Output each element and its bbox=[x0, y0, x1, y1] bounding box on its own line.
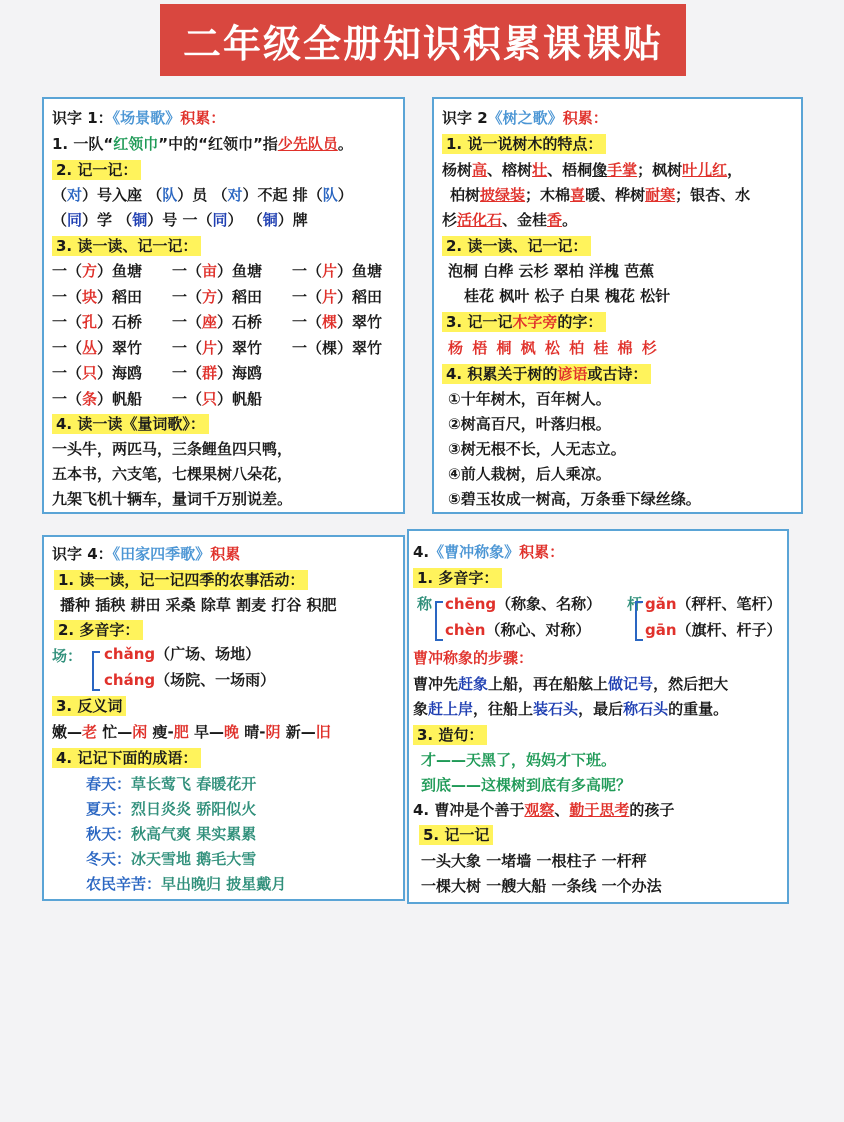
section-heading: 3. 反义词 bbox=[52, 695, 126, 716]
tree-feature-line: 杨树高、榕树壮、梧桐像手掌；枫树叶儿红， bbox=[442, 161, 743, 179]
measure-cell: 一（亩）鱼塘 bbox=[172, 262, 263, 280]
measure-cell: 一（棵）翠竹 bbox=[292, 338, 383, 357]
panel-heading: 识字 2《树之歌》积累： bbox=[442, 109, 608, 127]
section-heading: 1. 说一说树木的特点： bbox=[442, 133, 606, 154]
tree-feature-line: 杉活化石、金桂香。 bbox=[442, 211, 578, 229]
wood-radical-chars: 杨 梧 桐 枫 松 柏 桂 棉 杉 bbox=[448, 339, 659, 357]
measure-cell: 一（片）翠竹 bbox=[172, 338, 263, 357]
idiom-line: 农民辛苦：早出晚归 披星戴月 bbox=[86, 875, 287, 893]
idiom-line: 夏天：烈日炎炎 骄阳似火 bbox=[86, 800, 257, 818]
measure-cell: 一（座）石桥 bbox=[172, 313, 263, 331]
saying-line: ④前人栽树，后人乘凉。 bbox=[448, 465, 611, 483]
saying-line: ⑤碧玉妆成一树高，万条垂下绿丝绦。 bbox=[448, 490, 701, 508]
section-heading: 3. 记一记木字旁的字： bbox=[442, 311, 606, 332]
poem-line: 九架飞机十辆车，量词千万别说差。 bbox=[52, 490, 293, 508]
tree-feature-line: 柏树披绿装；木棉喜暖、桦树耐寒；银杏、水 bbox=[450, 186, 751, 204]
measure-cell: 一（方）鱼塘 bbox=[52, 262, 143, 280]
panel-heading: 识字 1：《场景歌》积累： bbox=[52, 109, 226, 127]
measure-cell: 一（片）鱼塘 bbox=[292, 262, 383, 280]
homophone-row: （同）学 （铜）号 一（同） （铜）牌 bbox=[52, 211, 308, 229]
poem-line: 五本书，六支笔，七棵果树八朵花， bbox=[52, 465, 293, 483]
homophone-row: （对）号入座 （队）员 （对）不起 排（队） bbox=[52, 186, 353, 204]
measure-cell: 一（孔）石桥 bbox=[52, 313, 143, 331]
pinyin-line: cháng（场院、一场雨） bbox=[104, 671, 276, 689]
panel-heading: 识字 4：《田家四季歌》积累 bbox=[52, 545, 241, 563]
measure-cell: 一（只）帆船 bbox=[172, 389, 263, 408]
saying-line: ②树高百尺，叶落归根。 bbox=[448, 415, 611, 433]
panel-cao-chong bbox=[407, 529, 789, 904]
measure-cell: 一（片）稻田 bbox=[292, 287, 383, 306]
measure-cell: 一（丛）翠竹 bbox=[52, 338, 143, 357]
section-heading: 1. 多音字： bbox=[413, 567, 502, 588]
saying-line: ①十年树木，百年树人。 bbox=[448, 390, 611, 408]
pinyin-line: chèn（称心、对称） bbox=[445, 621, 591, 639]
measure-cell bbox=[292, 388, 412, 414]
page-title: 二年级全册知识积累课课贴 bbox=[160, 4, 686, 76]
measure-cell: 一（群）海鸥 bbox=[172, 364, 263, 382]
sentence-line: 到底——这棵树到底有多高呢？ bbox=[421, 776, 632, 794]
pinyin-line: chēng（称象、名称） bbox=[445, 595, 602, 613]
measure-cell: 一（只）海鸥 bbox=[52, 364, 143, 382]
word-line: 桂花 枫叶 松子 白果 槐花 松针 bbox=[464, 287, 671, 305]
measure-cell: 一（条）帆船 bbox=[52, 389, 143, 408]
polyphone-char: 场： bbox=[52, 647, 83, 665]
item-4: 4. 曹冲是个善于观察、勤于思考的孩子 bbox=[413, 801, 675, 819]
item-1: 1. 一队“红领巾”中的“红领巾”指少先队员。 bbox=[52, 135, 353, 153]
measure-line: 一棵大树 一艘大船 一条线 一个办法 bbox=[421, 877, 662, 895]
section-heading: 3. 造句： bbox=[413, 724, 487, 745]
measure-cell bbox=[292, 362, 412, 388]
pinyin-line: chǎng（广场、场地） bbox=[104, 645, 261, 663]
measure-cell: 一（块）稻田 bbox=[52, 287, 143, 306]
section-heading: 3. 读一读、记一记： bbox=[52, 235, 201, 256]
section-heading: 4. 积累关于树的谚语或古诗： bbox=[442, 363, 651, 384]
bracket bbox=[635, 601, 643, 641]
section-heading: 2. 读一读、记一记： bbox=[442, 235, 591, 256]
section-heading: 2. 多音字： bbox=[54, 619, 143, 640]
farm-activities: 播种 插秧 耕田 采桑 除草 割麦 打谷 积肥 bbox=[60, 596, 337, 614]
panel-tree-song bbox=[432, 97, 803, 514]
idiom-line: 春天：草长莺飞 春暖花开 bbox=[86, 775, 257, 793]
bracket bbox=[435, 601, 443, 641]
step-line: 曹冲先赶象上船，再在船舷上做记号，然后把大 bbox=[413, 675, 729, 693]
bracket bbox=[92, 651, 100, 691]
polyphone-char: 称 bbox=[417, 595, 433, 613]
panel-four-seasons bbox=[42, 535, 405, 901]
idiom-line: 冬天：冰天雪地 鹅毛大雪 bbox=[86, 850, 257, 868]
panel-heading: 4.《曹冲称象》积累： bbox=[413, 543, 565, 561]
polyphone-char: 杆 bbox=[627, 595, 643, 613]
section-heading: 4. 读一读《量词歌》： bbox=[52, 413, 209, 434]
measure-line: 一头大象 一堵墙 一根柱子 一杆秤 bbox=[421, 852, 647, 870]
idiom-line: 秋天：秋高气爽 果实累累 bbox=[86, 825, 257, 843]
word-line: 泡桐 白桦 云杉 翠柏 洋槐 芭蕉 bbox=[448, 262, 655, 280]
measure-cell: 一（棵）翠竹 bbox=[292, 313, 383, 331]
section-heading: 1. 读一读，记一记四季的农事活动： bbox=[54, 569, 308, 590]
pinyin-line: gǎn（秤杆、笔杆） bbox=[645, 595, 782, 613]
pinyin-line: gān（旗杆、杆子） bbox=[645, 621, 782, 639]
measure-word-grid bbox=[52, 260, 412, 413]
step-line: 象赶上岸，往船上装石头，最后称石头的重量。 bbox=[413, 700, 729, 718]
measure-cell: 一（方）稻田 bbox=[172, 287, 263, 306]
section-heading: 4. 记记下面的成语： bbox=[52, 747, 201, 768]
sentence-line: 才——天黑了，妈妈才下班。 bbox=[421, 751, 617, 769]
steps-title: 曹冲称象的步骤： bbox=[413, 649, 534, 667]
poem-line: 一头牛，两匹马，三条鲤鱼四只鸭， bbox=[52, 440, 293, 458]
panel-scene-song bbox=[42, 97, 405, 514]
section-heading: 2. 记一记： bbox=[52, 159, 141, 180]
saying-line: ③树无根不长，人无志立。 bbox=[448, 440, 626, 458]
section-heading: 5. 记一记 bbox=[419, 824, 493, 845]
antonym-line: 嫩—老 忙—闲 瘦-肥 早—晚 晴-阴 新—旧 bbox=[52, 723, 331, 741]
